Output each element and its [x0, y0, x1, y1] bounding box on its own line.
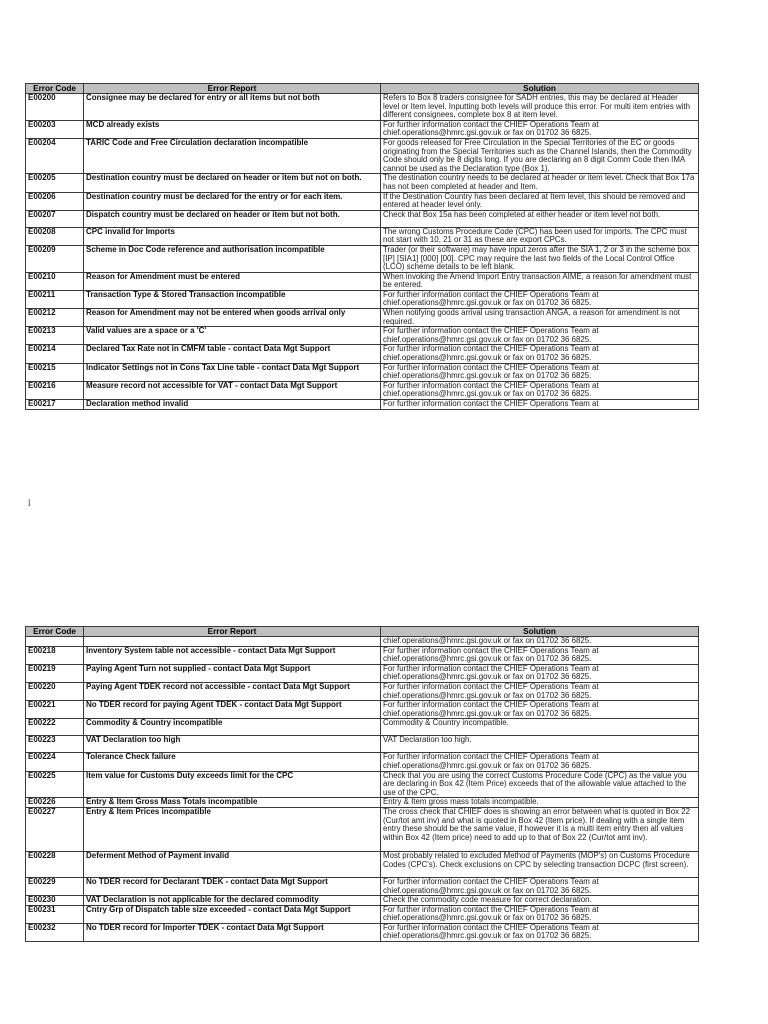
header-solution: Solution	[381, 84, 699, 94]
error-code-cell: E00226	[26, 798, 84, 808]
error-code-cell: E00231	[26, 905, 84, 923]
table-row	[26, 646, 699, 664]
error-code-cell: E00229	[26, 877, 84, 895]
error-report-cell: Inventory System table not accessible - contact Data Mgt Support	[84, 646, 381, 664]
solution-cell: The cross check that CHIEF does is showing an error between what is quoted in Box 22 (Cur/tot amt inv) and what is quoted in Box 42 (Item price). If dealing with a single item entry these should be the same value, if however it is a multi item entry then all values within Box 42 (Item price) need to add up to that of Box 22 (Cur/tot amt inv).	[381, 807, 699, 851]
header-error-code: Error Code	[26, 84, 84, 94]
error-report-cell: Entry & Item Prices incompatible	[84, 807, 381, 851]
solution-cell: Check that you are using the correct Customs Procedure Code (CPC) as the value you are declaring in Box 42 (Item Price) exceeds that of the allowable value attached to the use of the CPC.	[381, 771, 699, 798]
error-report-cell: Cntry Grp of Dispatch table size exceeded - contact Data Mgt Support	[84, 905, 381, 923]
table-row	[26, 245, 699, 272]
solution-cell: When invoking the Amend Import Entry transaction AIME, a reason for amendment must be entered.	[381, 272, 699, 290]
solution-cell: Check that Box 15a has been completed at either header or item level not both.	[381, 210, 699, 227]
solution-cell: The wrong Customs Procedure Code (CPC) has been used for imports. The CPC must not start with 10, 21 or 31 as these are export CPCs.	[381, 227, 699, 245]
solution-cell: Commodity & Country incompatible.	[381, 719, 699, 736]
error-report-cell: Indicator Settings not in Cons Tax Line table - contact Data Mgt Support	[84, 363, 381, 381]
solution-cell: chief.operations@hmrc.gsi.gov.uk or fax on 01702 36 6825.	[381, 637, 699, 647]
solution-cell: For further information contact the CHIEF Operations Team at chief.operations@hmrc.gsi.gov.uk or fax on 01702 36 6825.	[381, 682, 699, 700]
error-code-cell: E00207	[26, 210, 84, 227]
table-row	[26, 905, 699, 923]
error-code-cell: E00210	[26, 272, 84, 290]
solution-cell: When notifying goods arrival using transaction ANGA, a reason for amendment is not required.	[381, 309, 699, 327]
solution-cell: For further information contact the CHIEF Operations Team at chief.operations@hmrc.gsi.gov.uk or fax on 01702 36 6825.	[381, 345, 699, 363]
solution-cell: For further information contact the CHIEF Operations Team at chief.operations@hmrc.gsi.gov.uk or fax on 01702 36 6825.	[381, 290, 699, 308]
header-error-report: Error Report	[84, 84, 381, 94]
table-row	[26, 807, 699, 851]
error-report-cell: Commodity & Country incompatible	[84, 719, 381, 736]
error-code-cell: E00227	[26, 807, 84, 851]
error-code-cell: E00230	[26, 896, 84, 906]
error-report-cell: No TDER record for Importer TDEK - contact Data Mgt Support	[84, 923, 381, 941]
error-code-cell: E00206	[26, 192, 84, 210]
solution-cell: For further information contact the CHIEF Operations Team at chief.operations@hmrc.gsi.gov.uk or fax on 01702 36 6825.	[381, 327, 699, 345]
error-report-cell: TARIC Code and Free Circulation declaration incompatible	[84, 138, 381, 173]
header-error-code: Error Code	[26, 627, 84, 637]
error-code-cell: E00211	[26, 290, 84, 308]
table-row	[26, 272, 699, 290]
table-row	[26, 309, 699, 327]
header-solution: Solution	[381, 627, 699, 637]
table-row	[26, 851, 699, 877]
solution-cell: For further information contact the CHIEF Operations Team at chief.operations@hmrc.gsi.gov.uk or fax on 01702 36 6825.	[381, 753, 699, 771]
table-body	[26, 637, 699, 942]
error-report-cell: VAT Declaration is not applicable for the declared commodity	[84, 896, 381, 906]
solution-cell: For further information contact the CHIEF Operations Team at chief.operations@hmrc.gsi.gov.uk or fax on 01702 36 6825.	[381, 381, 699, 399]
error-report-cell: Declared Tax Rate not in CMFM table - contact Data Mgt Support	[84, 345, 381, 363]
table-row	[26, 719, 699, 736]
solution-cell: For further information contact the CHIEF Operations Team at chief.operations@hmrc.gsi.gov.uk or fax on 01702 36 6825.	[381, 120, 699, 138]
table-row	[26, 174, 699, 192]
solution-cell: The destination country needs to be declared at header or item level. Check that Box 17a has not been completed at header and Item.	[381, 174, 699, 192]
error-code-cell: E00204	[26, 138, 84, 173]
error-report-cell: Paying Agent Turn not supplied - contact Data Mgt Support	[84, 664, 381, 682]
table-row	[26, 94, 699, 121]
table-row	[26, 923, 699, 941]
table-row	[26, 701, 699, 719]
table-row	[26, 771, 699, 798]
table-row	[26, 664, 699, 682]
table-row	[26, 363, 699, 381]
error-report-cell: Declaration method invalid	[84, 400, 381, 410]
error-report-cell: VAT Declaration too high	[84, 736, 381, 753]
error-code-cell	[26, 637, 84, 647]
error-code-cell: E00217	[26, 400, 84, 410]
error-code-cell: E00200	[26, 94, 84, 121]
error-report-cell: Item value for Customs Duty exceeds limit for the CPC	[84, 771, 381, 798]
error-code-cell: E00215	[26, 363, 84, 381]
table-row	[26, 381, 699, 399]
table-row	[26, 227, 699, 245]
table-row	[26, 192, 699, 210]
table-row	[26, 210, 699, 227]
table-row	[26, 798, 699, 808]
error-report-cell: Measure record not accessible for VAT - contact Data Mgt Support	[84, 381, 381, 399]
error-code-cell: E00222	[26, 719, 84, 736]
error-code-cell: E00224	[26, 753, 84, 771]
table-row	[26, 138, 699, 173]
error-report-cell: Dispatch country must be declared on header or item but not both.	[84, 210, 381, 227]
solution-cell: For further information contact the CHIEF Operations Team at	[381, 400, 699, 410]
table-row	[26, 896, 699, 906]
error-report-cell: Transaction Type & Stored Transaction incompatible	[84, 290, 381, 308]
error-report-cell: Entry & Item Gross Mass Totals incompatible	[84, 798, 381, 808]
error-table-1	[25, 83, 699, 410]
error-table-2	[25, 626, 699, 942]
header-error-report: Error Report	[84, 627, 381, 637]
table-row	[26, 736, 699, 753]
error-code-cell: E00216	[26, 381, 84, 399]
table-row	[26, 345, 699, 363]
table-row	[26, 290, 699, 308]
solution-cell: Refers to Box 8 traders consignee for SADH entries, this may be declared at Header level or Item level. Inputting both levels will produce this error. For multi item entries with different consignees, complete box 8 at item level.	[381, 94, 699, 121]
error-report-cell: Deferment Method of Payment invalid	[84, 851, 381, 877]
solution-cell: Trader (or their software) may have input zeros after the SIA 1, 2 or 3 in the scheme box [IP] [SIA1] [000] [00]. CPC may require the last two fields of the Local Control Office (LCO) scheme details to be left blank.	[381, 245, 699, 272]
error-report-cell: Consignee may be declared for entry or all items but not both	[84, 94, 381, 121]
solution-cell: If the Destination Country has been declared at Item level, this should be removed and entered at header level only.	[381, 192, 699, 210]
solution-cell: VAT Declaration too high.	[381, 736, 699, 753]
page-mark: l	[28, 498, 31, 508]
solution-cell: For further information contact the CHIEF Operations Team at chief.operations@hmrc.gsi.gov.uk or fax on 01702 36 6825.	[381, 877, 699, 895]
table-row-continuation	[26, 637, 699, 647]
table-row	[26, 120, 699, 138]
table-row	[26, 327, 699, 345]
error-code-cell: E00205	[26, 174, 84, 192]
table-row	[26, 682, 699, 700]
error-code-cell: E00221	[26, 701, 84, 719]
error-report-cell: Tolerance Check failure	[84, 753, 381, 771]
error-code-cell: E00214	[26, 345, 84, 363]
table-header-row	[26, 84, 699, 94]
solution-cell: Most probably related to excluded Method of Payments (MOP's) on Customs Procedure Codes (CPC's). Check exclusions on CPC by selecting transaction DCPC (first screen).	[381, 851, 699, 877]
error-code-cell: E00232	[26, 923, 84, 941]
error-code-cell: E00225	[26, 771, 84, 798]
solution-cell: For goods released for Free Circulation in the Special Territories of the EC or goods originating from the Special Territories such as the Channel Islands, then the Commodity Code should only be 8 digits long. If you are declaring an 8 digit Comm Code then IMA cannot be used as the Declaration type (Box 1).	[381, 138, 699, 173]
error-code-cell: E00220	[26, 682, 84, 700]
error-report-cell: No TDER record for Declarant TDEK - contact Data Mgt Support	[84, 877, 381, 895]
solution-cell: For further information contact the CHIEF Operations Team at chief.operations@hmrc.gsi.gov.uk or fax on 01702 36 6825.	[381, 646, 699, 664]
error-code-cell: E00223	[26, 736, 84, 753]
error-report-cell: Reason for Amendment may not be entered when goods arrival only	[84, 309, 381, 327]
solution-cell: For further information contact the CHIEF Operations Team at chief.operations@hmrc.gsi.gov.uk or fax on 01702 36 6825.	[381, 363, 699, 381]
error-report-cell: MCD already exists	[84, 120, 381, 138]
table-row	[26, 877, 699, 895]
error-code-cell: E00218	[26, 646, 84, 664]
error-code-cell: E00209	[26, 245, 84, 272]
solution-cell: For further information contact the CHIEF Operations Team at chief.operations@hmrc.gsi.gov.uk or fax on 01702 36 6825.	[381, 923, 699, 941]
solution-cell: For further information contact the CHIEF Operations Team at chief.operations@hmrc.gsi.gov.uk or fax on 01702 36 6825.	[381, 664, 699, 682]
error-report-cell: CPC invalid for Imports	[84, 227, 381, 245]
table-body	[26, 94, 699, 410]
error-report-cell: Scheme in Doc Code reference and authorisation incompatible	[84, 245, 381, 272]
table-row	[26, 400, 699, 410]
table-header-row	[26, 627, 699, 637]
solution-cell: Entry & Item gross mass totals incompatible.	[381, 798, 699, 808]
error-code-cell: E00203	[26, 120, 84, 138]
error-code-cell: E00208	[26, 227, 84, 245]
solution-cell: For further information contact the CHIEF Operations Team at chief.operations@hmrc.gsi.gov.uk or fax on 01702 36 6825.	[381, 701, 699, 719]
error-report-cell: Destination country must be declared for the entry or for each item.	[84, 192, 381, 210]
table-row	[26, 753, 699, 771]
error-report-cell: No TDER record for paying Agent TDEK - contact Data Mgt Support	[84, 701, 381, 719]
error-report-cell: Valid values are a space or a 'C'	[84, 327, 381, 345]
error-code-cell: E00213	[26, 327, 84, 345]
error-code-cell: E00212	[26, 309, 84, 327]
error-code-cell: E00219	[26, 664, 84, 682]
error-report-cell: Reason for Amendment must be entered	[84, 272, 381, 290]
error-report-cell: Paying Agent TDEK record not accessible - contact Data Mgt Support	[84, 682, 381, 700]
solution-cell: Check the commodity code measure for correct declaration.	[381, 896, 699, 906]
error-report-cell: Destination country must be declared on header or item but not on both.	[84, 174, 381, 192]
error-report-cell	[84, 637, 381, 647]
error-code-cell: E00228	[26, 851, 84, 877]
solution-cell: For further information contact the CHIEF Operations Team at chief.operations@hmrc.gsi.gov.uk or fax on 01702 36 6825.	[381, 905, 699, 923]
